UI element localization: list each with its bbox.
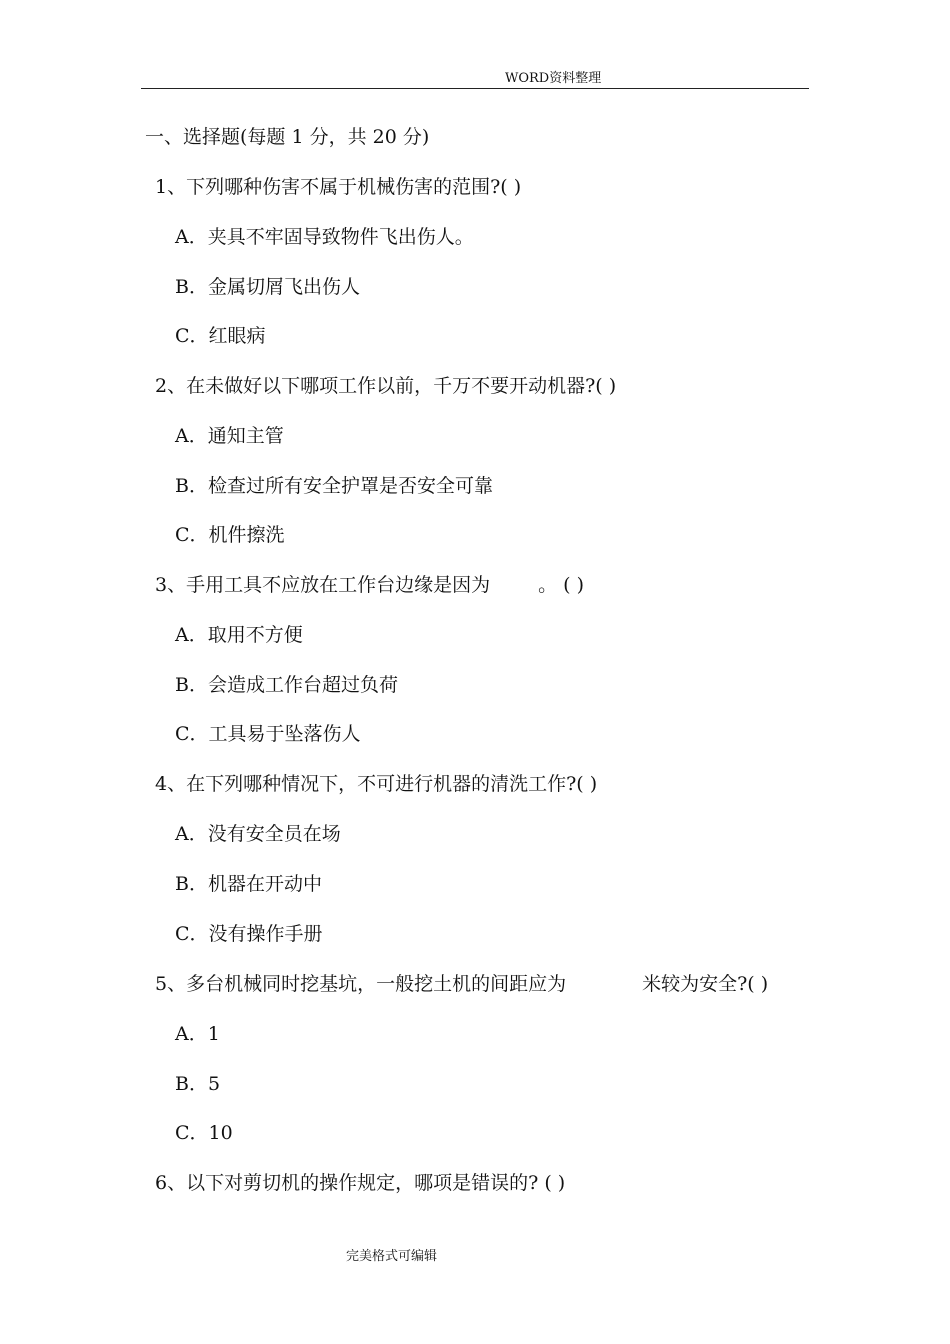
question-1-option-a: A．夹具不牢固导致物件飞出伤人。 (175, 226, 474, 248)
question-3-option-a: A．取用不方便 (175, 624, 303, 646)
question-5-suffix: 米较为安全?( ) (642, 973, 769, 995)
question-1-option-b: B．金属切屑飞出伤人 (175, 276, 360, 298)
question-2-option-b: B．检查过所有安全护罩是否安全可靠 (175, 475, 493, 497)
question-6: 6、以下对剪切机的操作规定，哪项是错误的? ( ) (155, 1172, 566, 1194)
question-2-option-a: A．通知主管 (175, 425, 284, 447)
question-1: 1、下列哪种伤害不属于机械伤害的范围?( ) (155, 176, 522, 198)
header-divider (141, 88, 809, 89)
question-1-option-c: C．红眼病 (175, 325, 266, 347)
question-2: 2、在未做好以下哪项工作以前，千万不要开动机器?( ) (155, 375, 617, 397)
question-5-option-b: B．5 (175, 1073, 221, 1095)
question-4-option-b: B．机器在开动中 (175, 873, 322, 895)
question-5-option-a: A．1 (175, 1023, 220, 1045)
question-3-option-b: B．会造成工作台超过负荷 (175, 674, 398, 696)
question-4-option-c: C．没有操作手册 (175, 923, 323, 945)
question-5-option-c: C．10 (175, 1122, 233, 1144)
question-3-suffix: 。 ( ) (538, 574, 584, 596)
question-2-option-c: C．机件擦洗 (175, 524, 285, 546)
section-title: 一、选择题(每题 1 分，共 20 分) (145, 126, 430, 148)
question-3-text: 3、手用工具不应放在工作台边缘是因为 (155, 574, 491, 596)
question-4: 4、在下列哪种情况下，不可进行机器的清洗工作?( ) (155, 773, 598, 795)
header-text: WORD资料整理 (505, 71, 602, 86)
question-4-option-a: A．没有安全员在场 (175, 823, 341, 845)
page-footer: 完美格式可编辑 (346, 1249, 438, 1264)
question-3 (155, 573, 584, 597)
question-5 (155, 972, 768, 996)
question-5-text: 5、多台机械同时挖基坑，一般挖土机的间距应为 (155, 973, 567, 995)
question-3-option-c: C．工具易于坠落伤人 (175, 723, 361, 745)
